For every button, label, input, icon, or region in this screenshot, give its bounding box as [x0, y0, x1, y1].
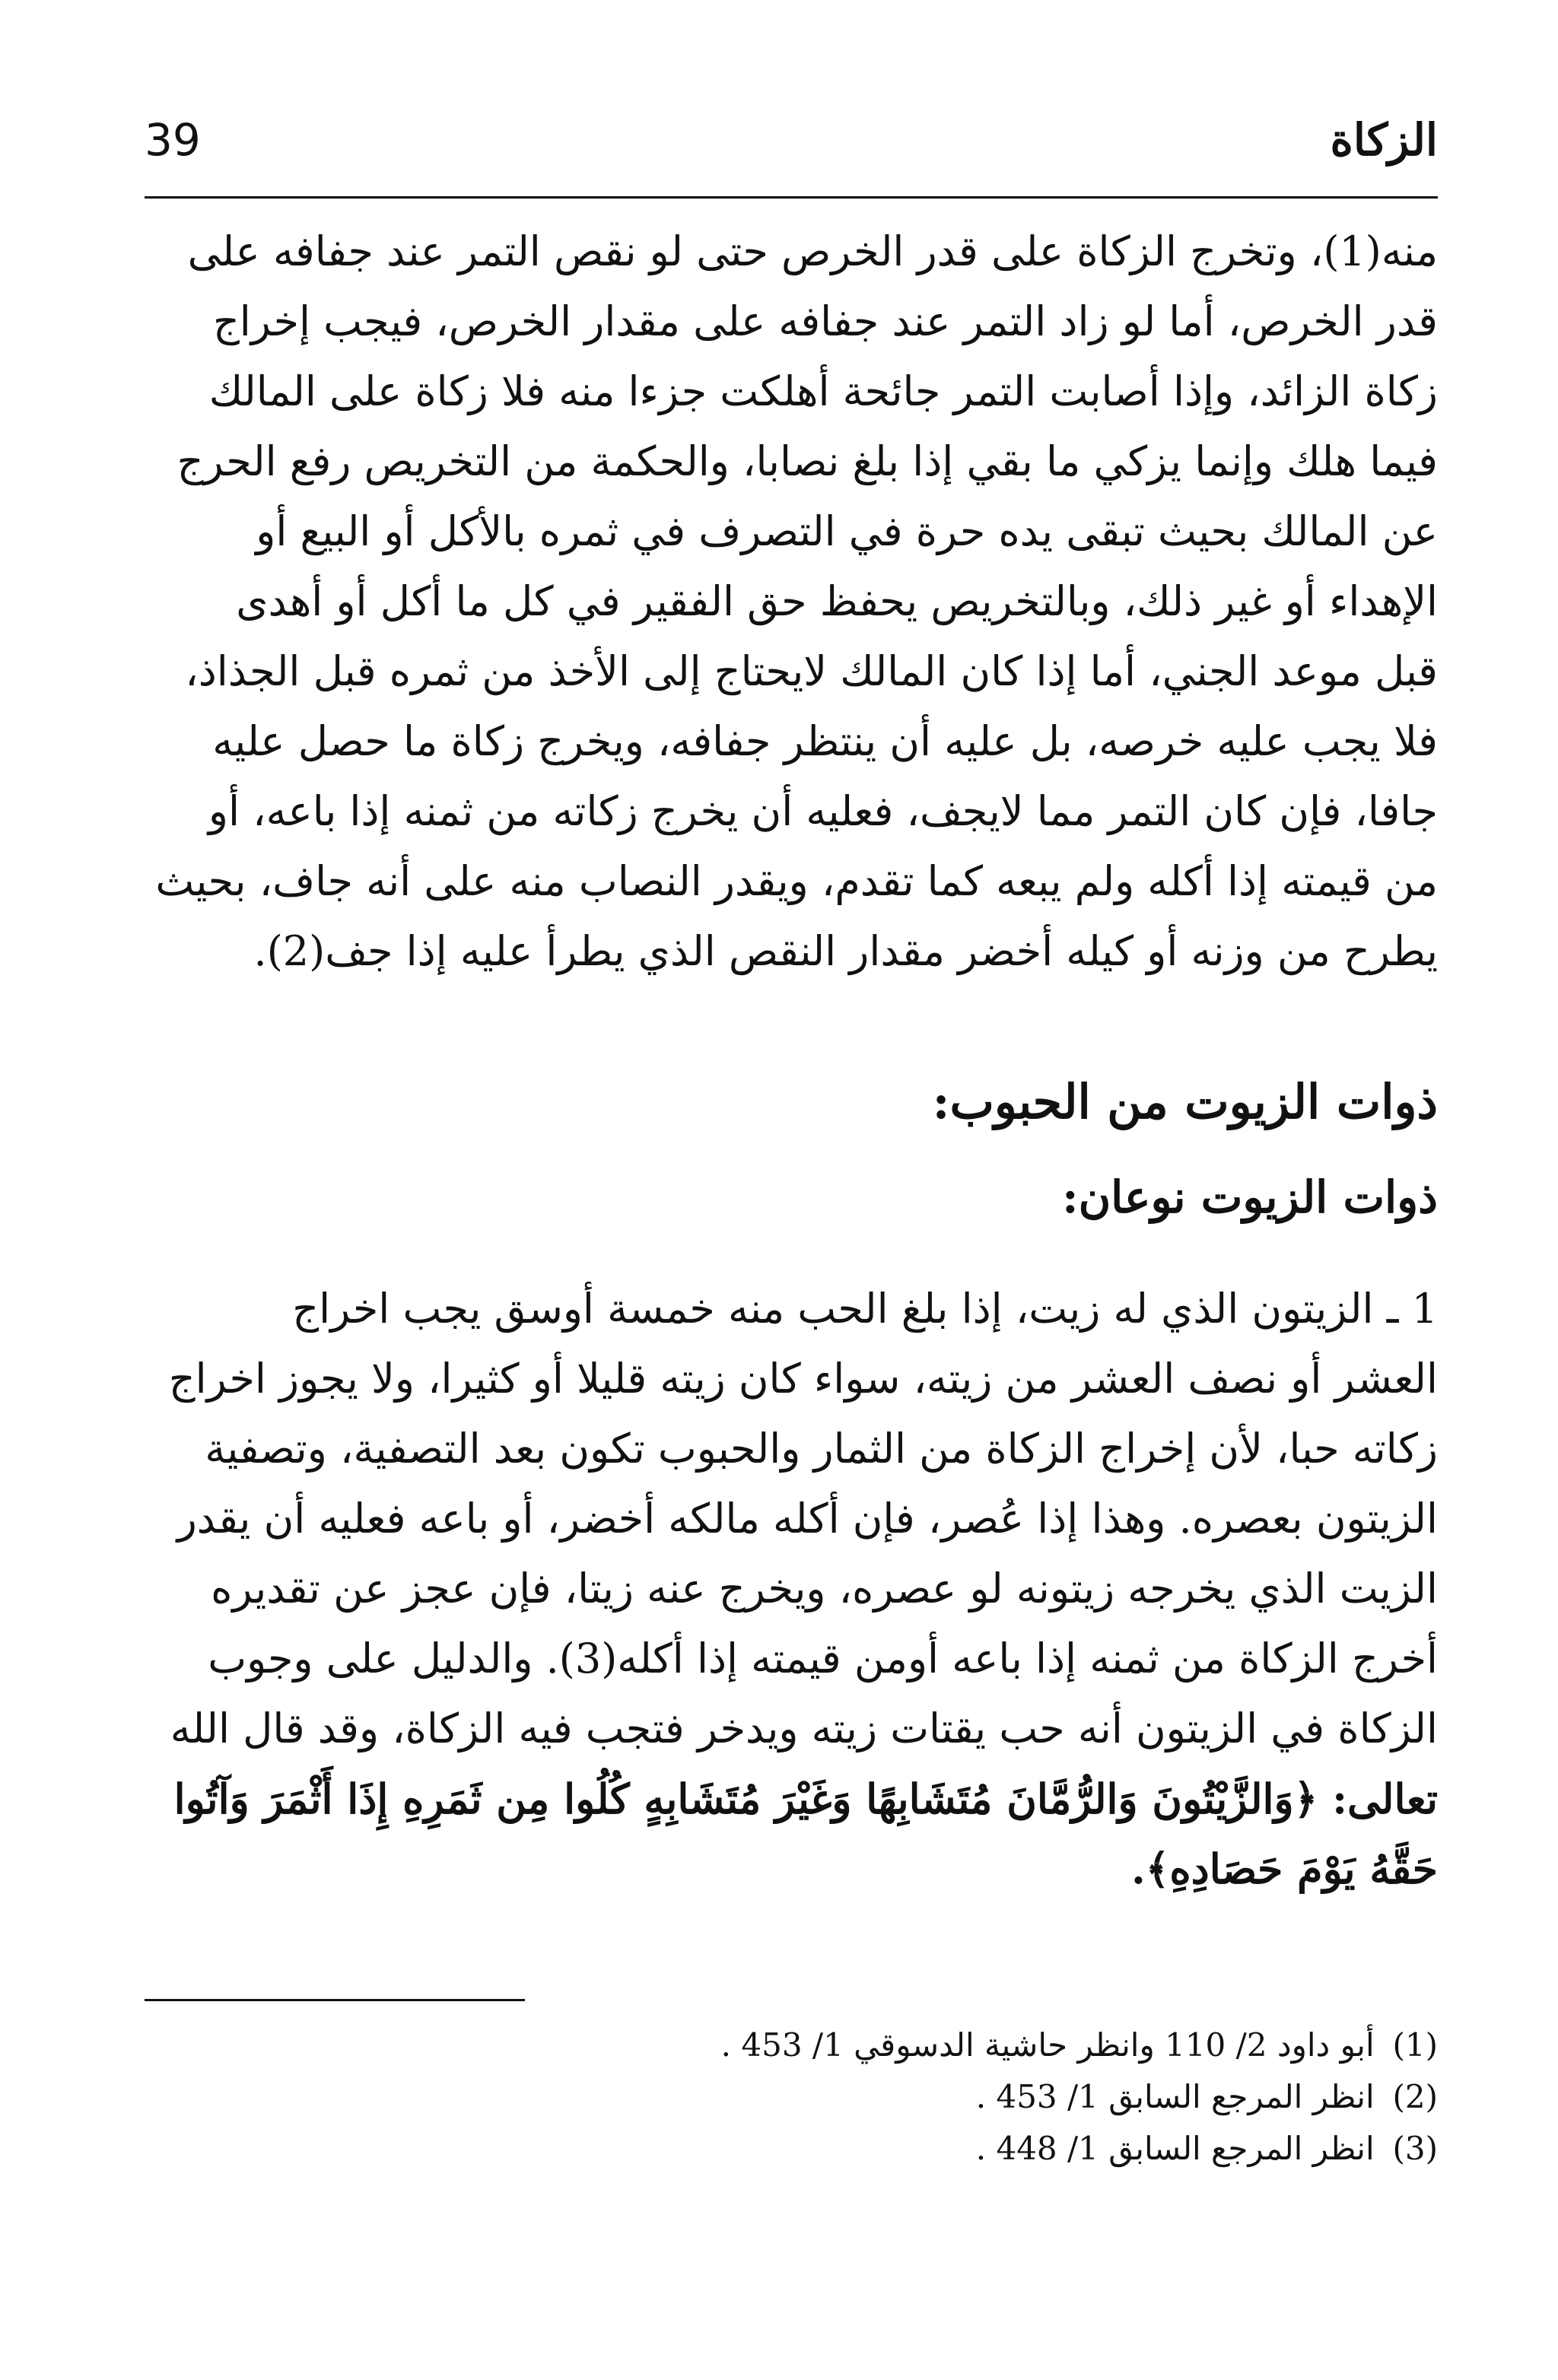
text-line: من قيمته إذا أكله ولم يبعه كما تقدم، ويقدر النصاب منه على أنه جاف، بحيث	[155, 857, 1438, 905]
text-line: زكاته حبا، لأن إخراج الزكاة من الثمار والحبوب تكون بعد التصفية، وتصفية	[205, 1425, 1438, 1473]
paragraph-2	[145, 1274, 1438, 1904]
subsection-heading: ذوات الزيوت نوعان:	[1062, 1171, 1438, 1223]
page-number: 39	[145, 114, 201, 166]
text-line: العشر أو نصف العشر من زيته، سواء كان زيته قليلا أو كثيرا، ولا يجوز اخراج	[168, 1355, 1438, 1403]
text-line: قبل موعد الجني، أما إذا كان المالك لايحتاج إلى الأخذ من ثمره قبل الجذاذ،	[185, 647, 1438, 695]
text-line: عن المالك بحيث تبقى يده حرة في التصرف في ثمره بالأكل أو البيع أو	[256, 507, 1438, 555]
text-line: الزيت الذي يخرجه زيتونه لو عصره، ويخرج عنه زيتا، فإن عجز عن تقديره	[211, 1565, 1438, 1613]
footnote-text: انظر المرجع السابق 1/ 453 .	[975, 2078, 1375, 2115]
footnote-text: انظر المرجع السابق 1/ 448 .	[975, 2130, 1375, 2167]
footnote-number: (3)	[1392, 2130, 1438, 2167]
text-line: منه(1)، وتخرج الزكاة على قدر الخرص حتى لو نقص التمر عند جفافه على	[187, 227, 1438, 275]
text-line: الإهداء أو غير ذلك، وبالتخريص يحفظ حق الفقير في كل ما أكل أو أهدى	[236, 577, 1438, 625]
text-line: جافا، فإن كان التمر مما لايجف، فعليه أن يخرج زكاته من ثمنه إذا باعه، أو	[208, 787, 1438, 835]
footnote-rule	[145, 1999, 525, 2001]
page-header	[145, 114, 1438, 183]
text-line: فيما هلك وإنما يزكي ما بقي إذا بلغ نصابا، والحكمة من التخريص رفع الحرج	[176, 437, 1438, 485]
quran-verse-line: حَقَّهُ يَوْمَ حَصَادِهِ﴾.	[1130, 1845, 1438, 1893]
text-line: فلا يجب عليه خرصه، بل عليه أن ينتظر جفافه، ويخرج زكاة ما حصل عليه	[212, 717, 1438, 765]
footnote-text: أبو داود 2/ 110 وانظر حاشية الدسوقي 1/ 453 .	[720, 2026, 1375, 2064]
running-title: الزكاة	[1330, 114, 1438, 166]
footnote	[145, 2071, 1438, 2123]
section-heading: ذوات الزيوت من الحبوب:	[932, 1074, 1438, 1130]
book-page	[145, 0, 1438, 2380]
footnote-number: (1)	[1392, 2026, 1438, 2064]
text-line: قدر الخرص، أما لو زاد التمر عند جفافه على مقدار الخرص، فيجب إخراج	[212, 297, 1438, 345]
text-line: الزيتون بعصره. وهذا إذا عُصر، فإن أكله مالكه أخضر، أو باعه فعليه أن يقدر	[176, 1495, 1438, 1543]
text-line: زكاة الزائد، وإذا أصابت التمر جائحة أهلكت جزءا منه فلا زكاة على المالك	[208, 367, 1438, 415]
paragraph-1	[145, 217, 1438, 987]
footnotes	[145, 2019, 1438, 2175]
text-line: الزكاة في الزيتون أنه حب يقتات زيته ويدخر فتجب فيه الزكاة، وقد قال الله	[170, 1705, 1438, 1752]
text-line: 1 ـ الزيتون الذي له زيت، إذا بلغ الحب منه خمسة أوسق يجب اخراج	[292, 1285, 1438, 1333]
header-rule	[145, 196, 1438, 199]
quran-verse-line: تعالى: ﴿وَالزَّيْتُونَ وَالرُّمَّانَ مُتَشَابِهًا وَغَيْرَ مُتَشَابِهٍ كُلُوا مِن ثَمَرِهِ إِذَا أَثْمَرَ وَآتُوا	[173, 1775, 1438, 1823]
footnote	[145, 2019, 1438, 2071]
footnote	[145, 2123, 1438, 2175]
footnote-number: (2)	[1392, 2078, 1438, 2115]
text-line: يطرح من وزنه أو كيله أخضر مقدار النقص الذي يطرأ عليه إذا جف(2).	[253, 927, 1438, 975]
text-line: أخرج الزكاة من ثمنه إذا باعه أومن قيمته إذا أكله(3). والدليل على وجوب	[208, 1635, 1438, 1683]
